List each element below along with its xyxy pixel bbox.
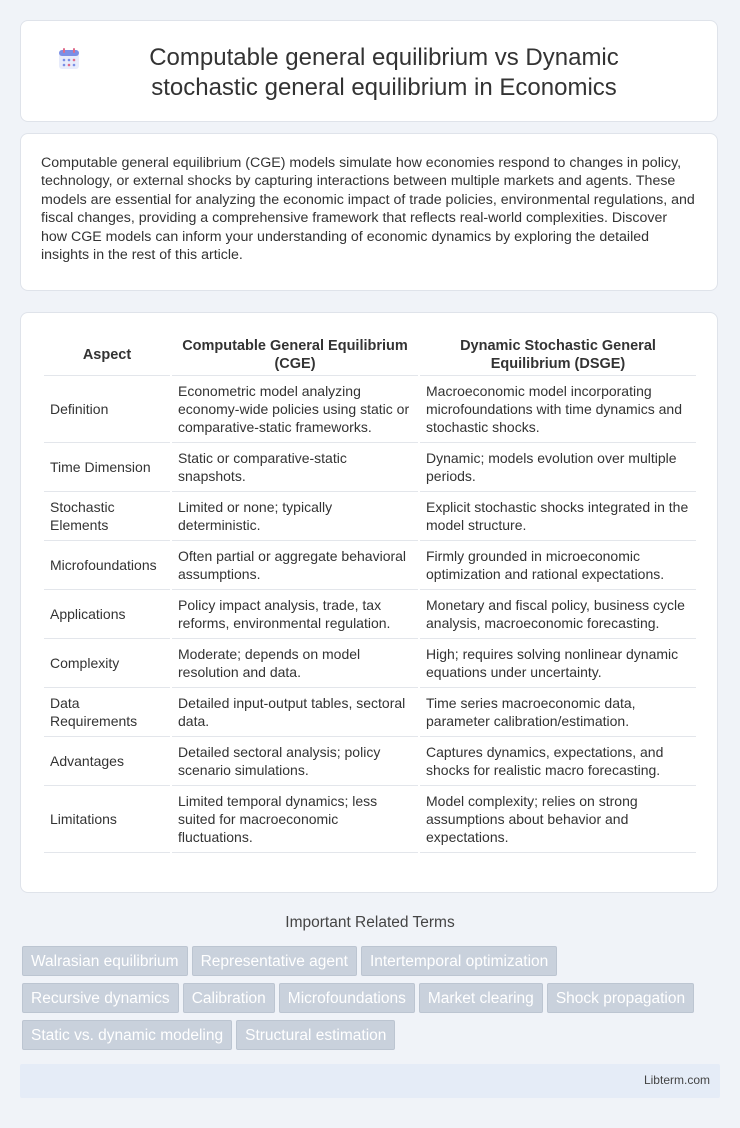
comparison-card: [20, 312, 718, 893]
cell-aspect: Applications: [44, 590, 170, 639]
cell-dsge: Dynamic; models evolution over multiple periods.: [420, 443, 696, 492]
table-row: [44, 443, 696, 492]
table-row: [44, 639, 696, 688]
cell-aspect: Limitations: [44, 786, 170, 853]
header-cge: Computable General Equilibrium (CGE): [172, 335, 418, 376]
table-row: [44, 786, 696, 853]
related-term-tag[interactable]: Microfoundations: [279, 983, 415, 1013]
table-row: [44, 590, 696, 639]
related-term-tag[interactable]: Shock propagation: [547, 983, 694, 1013]
cell-cge: Detailed sectoral analysis; policy scenario simulations.: [172, 737, 418, 786]
related-term-tag[interactable]: Calibration: [183, 983, 275, 1013]
related-term-tag[interactable]: Recursive dynamics: [22, 983, 179, 1013]
related-term-tag[interactable]: Representative agent: [192, 946, 357, 976]
cell-cge: Moderate; depends on model resolution and data.: [172, 639, 418, 688]
table-row: [44, 376, 696, 443]
cell-dsge: Time series macroeconomic data, parameter calibration/estimation.: [420, 688, 696, 737]
cell-cge: Econometric model analyzing economy-wide policies using static or comparative-static frameworks.: [172, 376, 418, 443]
cell-aspect: Time Dimension: [44, 443, 170, 492]
related-term-tag[interactable]: Intertemporal optimization: [361, 946, 557, 976]
related-term-tag[interactable]: Structural estimation: [236, 1020, 395, 1050]
cell-cge: Limited or none; typically deterministic.: [172, 492, 418, 541]
related-term-tag[interactable]: Market clearing: [419, 983, 543, 1013]
cell-cge: Policy impact analysis, trade, tax reforms, environmental regulation.: [172, 590, 418, 639]
intro-card: [20, 133, 718, 291]
cell-cge: Often partial or aggregate behavioral assumptions.: [172, 541, 418, 590]
cell-aspect: Advantages: [44, 737, 170, 786]
cell-cge: Detailed input-output tables, sectoral data.: [172, 688, 418, 737]
header-dsge: Dynamic Stochastic General Equilibrium (DSGE): [420, 335, 696, 376]
footer: [20, 1064, 720, 1098]
comparison-table: [42, 335, 698, 853]
related-term-tag[interactable]: Static vs. dynamic modeling: [22, 1020, 232, 1050]
cell-aspect: Complexity: [44, 639, 170, 688]
header-aspect: Aspect: [44, 335, 170, 376]
cell-dsge: High; requires solving nonlinear dynamic equations under uncertainty.: [420, 639, 696, 688]
related-term-tag[interactable]: Walrasian equilibrium: [22, 946, 188, 976]
intro-paragraph: Computable general equilibrium (CGE) models simulate how economies respond to changes in policy, technology, or external shocks by capturing interactions between multiple markets and agents. These models are essential for analyzing the economic impact of trade policies, environmental regulations, and fiscal changes, providing a comprehensive framework that reflects real-world complexities. Discover how CGE models can inform your understanding of economic dynamics by exploring the detailed insights in the rest of this article.: [41, 155, 695, 264]
cell-dsge: Explicit stochastic shocks integrated in the model structure.: [420, 492, 696, 541]
table-header-row: [44, 335, 696, 376]
table-row: [44, 541, 696, 590]
page-title: Computable general equilibrium vs Dynamic stochastic general equilibrium in Economics: [149, 44, 619, 101]
table-row: [44, 688, 696, 737]
table-row: [44, 492, 696, 541]
table-row: [44, 737, 696, 786]
cell-dsge: Monetary and fiscal policy, business cycle analysis, macroeconomic forecasting.: [420, 590, 696, 639]
cell-aspect: Data Requirements: [44, 688, 170, 737]
cell-aspect: Stochastic Elements: [44, 492, 170, 541]
cell-aspect: Definition: [44, 376, 170, 443]
cell-dsge: Macroeconomic model incorporating microfoundations with time dynamics and stochastic shocks.: [420, 376, 696, 443]
cell-cge: Static or comparative-static snapshots.: [172, 443, 418, 492]
cell-dsge: Captures dynamics, expectations, and shocks for realistic macro forecasting.: [420, 737, 696, 786]
header-card: [20, 20, 718, 122]
related-terms-list: [22, 946, 722, 1057]
footer-site[interactable]: Libterm.com: [643, 1073, 710, 1087]
cell-aspect: Microfoundations: [44, 541, 170, 590]
cell-dsge: Model complexity; relies on strong assumptions about behavior and expectations.: [420, 786, 696, 853]
cell-dsge: Firmly grounded in microeconomic optimization and rational expectations.: [420, 541, 696, 590]
related-terms-title: Important Related Terms: [285, 914, 455, 931]
cell-cge: Limited temporal dynamics; less suited for macroeconomic fluctuations.: [172, 786, 418, 853]
